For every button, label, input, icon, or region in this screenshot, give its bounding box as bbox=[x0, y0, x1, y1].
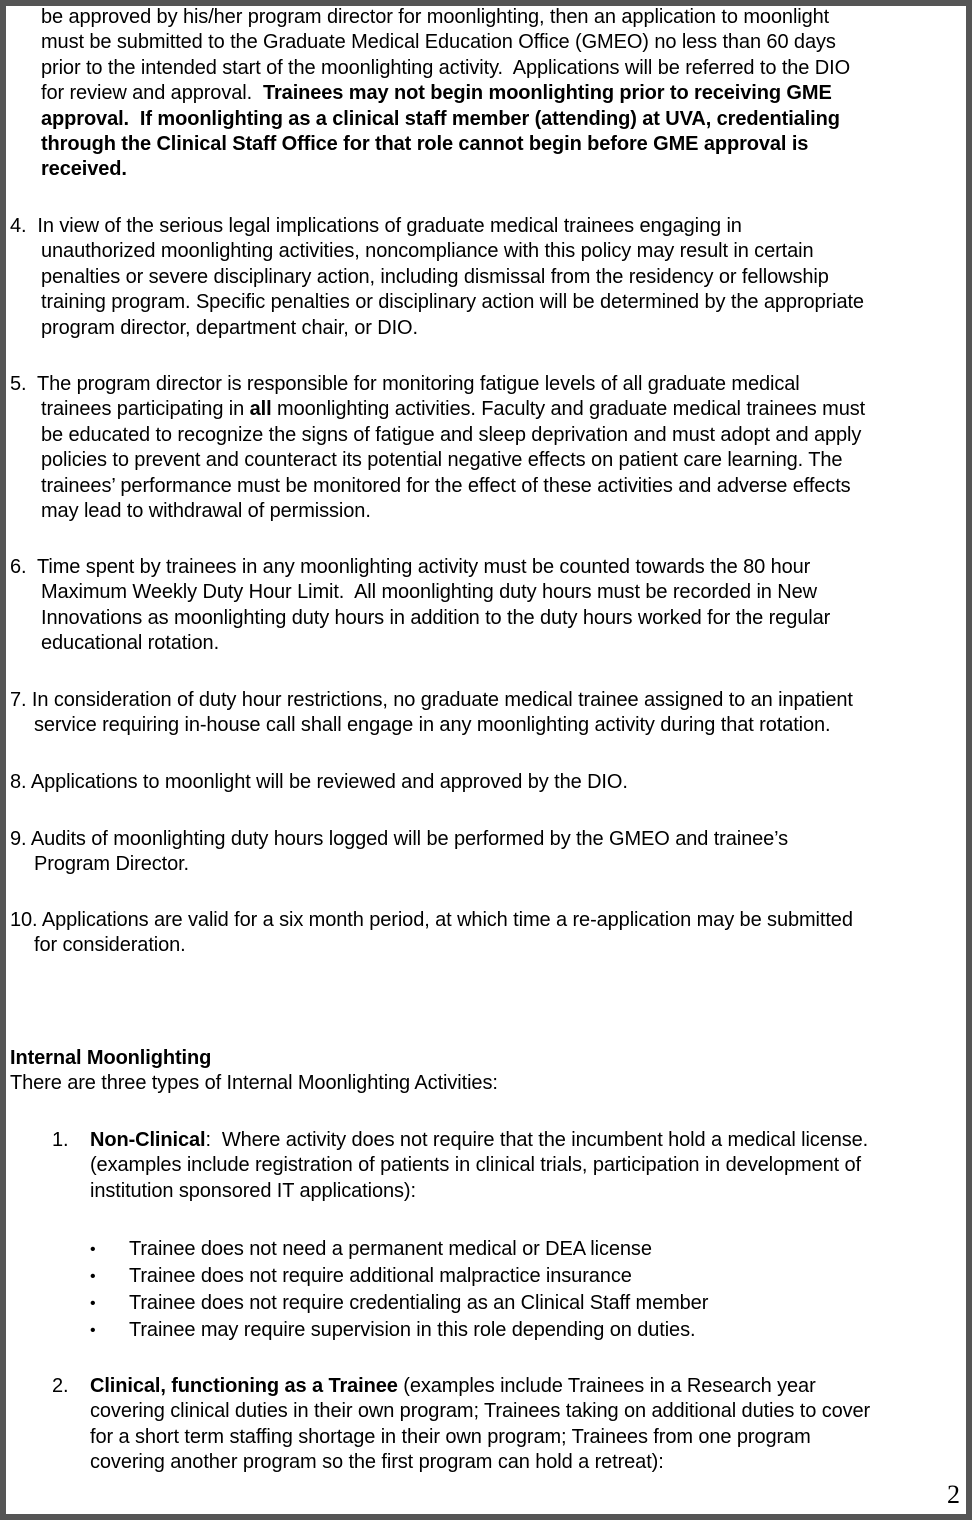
text: trainees participating in bbox=[41, 398, 250, 421]
text: Program Director. bbox=[34, 853, 190, 876]
text-line bbox=[41, 239, 814, 264]
text: for review and approval. bbox=[41, 82, 263, 105]
list-number: 1. bbox=[52, 1129, 69, 1151]
bullet-item: Trainee does not need a permanent medical or DEA license bbox=[129, 1238, 652, 1260]
text: be educated to recognize the signs of fatigue and sleep deprivation and must adopt and apply bbox=[41, 423, 862, 446]
text: for consideration. bbox=[34, 934, 186, 957]
text: : Where activity does not require that the incumbent hold a medical license. bbox=[205, 1129, 869, 1151]
text: 6. Time spent by trainees in any moonlighting activity must be counted towards the 80 hour bbox=[10, 556, 811, 578]
text-line bbox=[41, 316, 418, 341]
text-line bbox=[90, 1153, 861, 1178]
bold-text: all bbox=[249, 398, 272, 421]
text: Maximum Weekly Duty Hour Limit. All moonlighting duty hours must be recorded in New bbox=[41, 581, 817, 604]
bold-text: through the Clinical Staff Office for that role cannot begin before GME approval is bbox=[41, 133, 809, 155]
page-number: 2 bbox=[947, 1480, 960, 1509]
text-line bbox=[41, 631, 219, 656]
text: prior to the intended start of the moonlighting activity. Applications will be referred to the DIO bbox=[41, 56, 851, 79]
bullet-item: Trainee does not require additional malpractice insurance bbox=[129, 1265, 632, 1287]
text-line bbox=[41, 580, 817, 605]
text: Innovations as moonlighting duty hours in addition to the duty hours worked for the regular bbox=[41, 606, 831, 629]
text-line bbox=[10, 827, 788, 852]
text: moonlighting activities. Faculty and graduate medical trainees must bbox=[271, 398, 866, 421]
bold-text: approval. If moonlighting as a clinical staff member (attending) at UVA, credentialing bbox=[41, 107, 840, 130]
text-line bbox=[10, 1071, 498, 1096]
text-line bbox=[41, 499, 371, 524]
text-line bbox=[90, 1450, 664, 1475]
text: covering another program so the first program can hold a retreat): bbox=[90, 1451, 664, 1474]
text-line bbox=[41, 290, 864, 315]
bullet-icon: • bbox=[90, 1268, 96, 1285]
text-line bbox=[41, 81, 832, 106]
text-line bbox=[34, 852, 189, 877]
bold-text: Non-Clinical bbox=[90, 1129, 206, 1151]
text: 9. Audits of moonlighting duty hours logged will be performed by the GMEO and trainee’s bbox=[10, 828, 789, 850]
text-line bbox=[41, 474, 851, 499]
text-line bbox=[34, 713, 831, 738]
text-line bbox=[10, 372, 800, 397]
text-line bbox=[90, 1179, 416, 1204]
text-line bbox=[90, 1128, 868, 1153]
text: (examples include Trainees in a Research year bbox=[397, 1375, 816, 1397]
text-line bbox=[10, 770, 628, 795]
text-line bbox=[41, 30, 836, 55]
bold-text: Clinical, functioning as a Trainee bbox=[90, 1375, 398, 1397]
text: (examples include registration of patients in clinical trials, participation in development of bbox=[90, 1154, 862, 1177]
text: program director, department chair, or DIO. bbox=[41, 316, 418, 339]
text: penalties or severe disciplinary action, including dismissal from the residency or fellowship bbox=[41, 265, 829, 288]
text-line bbox=[90, 1374, 816, 1399]
text-line bbox=[41, 56, 850, 81]
text: be approved by his/her program director for moonlighting, then an application to moonlight bbox=[41, 6, 830, 28]
text: 8. Applications to moonlight will be reviewed and approved by the DIO. bbox=[10, 771, 628, 793]
text-line bbox=[41, 107, 840, 132]
text: 4. In view of the serious legal implications of graduate medical trainees engaging in bbox=[10, 215, 742, 237]
text-line bbox=[10, 1046, 211, 1071]
text-line bbox=[90, 1425, 811, 1450]
text-line bbox=[34, 933, 186, 958]
bullet-item: Trainee does not require credentialing as an Clinical Staff member bbox=[129, 1292, 709, 1314]
text: unauthorized moonlighting activities, noncompliance with this policy may result in certain bbox=[41, 240, 814, 263]
text: must be submitted to the Graduate Medical Education Office (GMEO) no less than 60 days bbox=[41, 31, 836, 54]
bullet-item: Trainee may require supervision in this role depending on duties. bbox=[129, 1319, 696, 1341]
text: 7. In consideration of duty hour restrictions, no graduate medical trainee assigned to an inpatient bbox=[10, 689, 853, 711]
text-line bbox=[10, 555, 810, 580]
text: service requiring in-house call shall engage in any moonlighting activity during that rotation. bbox=[34, 714, 831, 737]
text: training program. Specific penalties or disciplinary action will be determined by the appropriate bbox=[41, 291, 864, 314]
text-line bbox=[41, 423, 861, 448]
text: trainees’ performance must be monitored for the effect of these activities and adverse effects bbox=[41, 474, 851, 497]
text-line bbox=[10, 908, 853, 933]
text: for a short term staffing shortage in their own program; Trainees from one program bbox=[90, 1425, 811, 1448]
text-line bbox=[41, 157, 127, 182]
text-line bbox=[41, 397, 865, 422]
text-line bbox=[41, 606, 830, 631]
bullet-icon: • bbox=[90, 1322, 96, 1339]
text: may lead to withdrawal of permission. bbox=[41, 500, 371, 522]
bold-text: Internal Moonlighting bbox=[10, 1047, 212, 1069]
text-line bbox=[10, 688, 853, 713]
text-line bbox=[41, 265, 829, 290]
text: 5. The program director is responsible for monitoring fatigue levels of all graduate medical bbox=[10, 373, 800, 395]
bullet-icon: • bbox=[90, 1241, 96, 1258]
bullet-icon: • bbox=[90, 1295, 96, 1312]
text: policies to prevent and counteract its potential negative effects on patient care learning. The bbox=[41, 449, 843, 472]
text: institution sponsored IT applications): bbox=[90, 1179, 416, 1202]
text-line bbox=[41, 448, 842, 473]
text-line bbox=[10, 214, 742, 239]
text: covering clinical duties in their own program; Trainees taking on additional duties to cover bbox=[90, 1400, 871, 1423]
text-line bbox=[41, 5, 829, 30]
bold-text: received. bbox=[41, 158, 127, 181]
text-line bbox=[90, 1399, 870, 1424]
text: 10. Applications are valid for a six month period, at which time a re-application may be submitted bbox=[10, 909, 853, 931]
list-number: 2. bbox=[52, 1375, 69, 1397]
text: There are three types of Internal Moonlighting Activities: bbox=[10, 1072, 498, 1095]
text-line bbox=[41, 132, 808, 157]
text: educational rotation. bbox=[41, 632, 220, 655]
bold-text: Trainees may not begin moonlighting prior to receiving GME bbox=[262, 82, 832, 105]
